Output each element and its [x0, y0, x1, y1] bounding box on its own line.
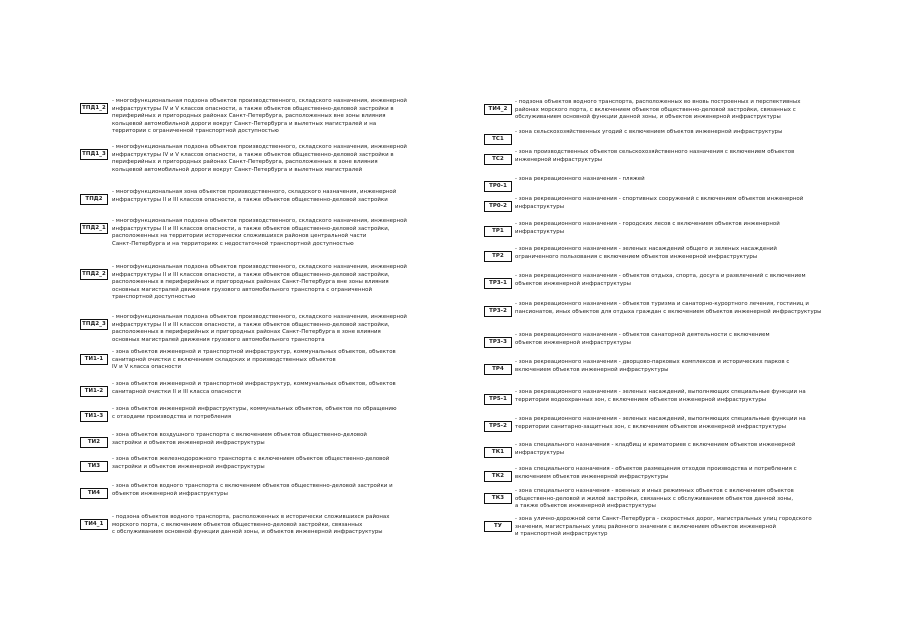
- zone-code-box: ТИ2: [80, 437, 108, 448]
- zone-description-line: территории с ограниченной транспортной доступностью: [112, 128, 279, 135]
- zone-description-line: включением объектов инженерной инфраструктуры: [515, 366, 669, 373]
- zone-description-line: - зона рекреационного назначения - объектов отдыха, спорта, досуга и развлечений с включением: [515, 273, 806, 279]
- zone-code-box: ТС1: [484, 134, 512, 145]
- zone-code-box: ТР5-1: [484, 394, 512, 405]
- zone-description-line: объектов инженерной инфраструктуры: [515, 339, 631, 346]
- zone-code-box: ТР0-2: [484, 201, 512, 212]
- zone-description-line: инфраструктуры IV и V классов опасности, а также объектов общественно-деловой застройки в: [112, 105, 394, 112]
- zone-description-line: - зона рекреационного назначения - объектов туризма и санаторно-курортного лечения, гостиниц и: [515, 301, 809, 307]
- zone-description-line: застройки и объектов инженерной инфраструктуры: [112, 439, 265, 446]
- zone-code-box: ТС2: [484, 154, 512, 165]
- zone-code-box: ТУ: [484, 521, 512, 532]
- zone-description-line: инфраструктуры: [515, 449, 565, 456]
- zone-code-box: ТПД1_2: [80, 103, 108, 114]
- zone-code-box: ТР0-1: [484, 181, 512, 192]
- zone-description-line: - зона рекреационного назначения - зеленых насаждений общего и зеленых насаждений: [515, 246, 777, 252]
- zone-code-box: ТР5-2: [484, 421, 512, 432]
- zone-description-line: значения, магистральных улиц районного значения с включением объектов инженерной: [515, 523, 776, 530]
- zone-code-box: ТПД2_2: [80, 269, 108, 280]
- zone-description-line: инфраструктуры II и III классов опасности, а также объектов общественно-деловой застройки,: [112, 271, 390, 278]
- zone-description-line: - многофункциональная подзона объектов производственного, складского назначения, инженерной: [112, 314, 407, 320]
- zone-description-line: объектов инженерной инфраструктуры: [112, 490, 228, 497]
- zone-description-line: расположенных в периферийных и пригородных районах Санкт-Петербурга в зоне влияния: [112, 329, 381, 336]
- zone-description-line: - зона сельскохозяйственных угодий с включением объектов инженерной инфраструктуры: [515, 129, 783, 135]
- zone-description-line: объектов инженерной инфраструктуры: [515, 280, 631, 287]
- zone-code-box: ТР2: [484, 251, 512, 262]
- zone-description-line: - зона рекреационного назначения - пляжей: [515, 176, 645, 182]
- zone-description-line: - зона объектов инженерной и транспортной инфраструктур, коммунальных объектов, объектов: [112, 381, 396, 387]
- zone-description-line: Санкт-Петербурга и на территориях с недостаточной транспортной доступностью: [112, 240, 354, 247]
- zone-description-line: - зона специального назначения - кладбищ и крематориев с включением объектов инженерной: [515, 442, 796, 448]
- zone-code-box: ТИ4: [80, 488, 108, 499]
- zone-code-box: ТР3-2: [484, 306, 512, 317]
- zone-description-line: расположенных в периферийных и пригородных районах Санкт-Петербурга вне зоны влияния: [112, 279, 389, 286]
- zone-code-box: ТР4: [484, 364, 512, 375]
- zone-description-line: основных магистралей движения грузового автомобильного транспорта с ограниченной: [112, 286, 373, 293]
- zone-description-line: с обслуживанием основной функции данной зоны, и объектов инженерной инфраструктуры: [112, 529, 383, 536]
- zone-description-line: расположенных на территории исторически сложившихся районов центральной части: [112, 233, 367, 240]
- zone-code-box: ТИ4_1: [80, 519, 108, 530]
- zone-description-line: периферийных и пригородных районах Санкт-Петербурга, расположенных вне зоны влияния: [112, 113, 386, 120]
- zone-description-line: инфраструктуры: [515, 228, 565, 235]
- zone-description-line: общественно-деловой и жилой застройки, связанных с обслуживанием объектов данной зоны,: [515, 495, 794, 502]
- zone-code-box: ТИ1-3: [80, 411, 108, 422]
- zone-code-box: ТИ3: [80, 461, 108, 472]
- zone-description-line: - зона рекреационного назначения - спортивных сооружений с включением объектов инженерной: [515, 196, 804, 202]
- zone-code-box: ТК3: [484, 493, 512, 504]
- zone-description-line: - зона объектов водного транспорта с включением объектов общественно-деловой застройки и: [112, 483, 393, 489]
- zone-code-box: ТР1: [484, 226, 512, 237]
- zone-code-box: ТК1: [484, 447, 512, 458]
- zone-code-box: ТПД1_3: [80, 149, 108, 160]
- zone-code-box: ТПД2_1: [80, 223, 108, 234]
- zone-description-line: - зона рекреационного назначения - объектов санаторной деятельности с включением: [515, 332, 770, 338]
- zone-code-box: ТР3-3: [484, 337, 512, 348]
- zone-description-line: кольцевой автомобильной дороги вокруг Санкт-Петербурга и вылетных магистралей и на: [112, 120, 377, 127]
- zone-description-line: пансионатов, иных объектов для отдыха граждан с включением объектов инженерной инфраструктуры: [515, 308, 822, 315]
- zone-description-line: инфраструктуры IV и V классов опасности, а также объектов общественно-деловой застройки в: [112, 151, 394, 158]
- zone-description-line: - подзона объектов водного транспорта, расположенных во вновь построенных и перспективных: [515, 99, 801, 105]
- zone-description-line: - многофункциональная подзона объектов производственного, складского назначения, инженерной: [112, 144, 407, 150]
- zone-description-line: инфраструктуры II и III классов опасности, а также объектов общественно-деловой застройки: [112, 196, 388, 203]
- zone-description-line: санитарной очистки с включением складских и производственных объектов: [112, 356, 336, 363]
- zone-description-line: транспортной доступностью: [112, 294, 196, 301]
- zone-description-line: инженерной инфраструктуры: [515, 156, 603, 163]
- zone-code-box: ТР3-1: [484, 278, 512, 289]
- zone-description-line: ограниченного пользования с включением объектов инженерной инфраструктуры: [515, 253, 758, 260]
- zone-description-line: - зона рекреационного назначения - зеленых насаждений, выполняющих специальные функции на: [515, 389, 806, 395]
- zone-code-box: ТК2: [484, 471, 512, 482]
- zone-description-line: - зона улично-дорожной сети Санкт-Петербурга - скоростных дорог, магистральных улиц городского: [515, 516, 812, 522]
- zone-description-line: - зона специального назначения - объектов размещения отходов производства и потребления с: [515, 466, 797, 472]
- zone-description-line: - зона рекреационного назначения - зеленых насаждений, выполняющих специальные функции на: [515, 416, 806, 422]
- zone-description-line: обслуживанием основной функции данной зоны, и объектов инженерной инфраструктуры: [515, 114, 781, 121]
- zone-description-line: - многофункциональная подзона объектов производственного, складского назначения, инженерной: [112, 218, 407, 224]
- zone-description-line: - подзона объектов водного транспорта, расположенных в исторически сложившихся районах: [112, 514, 390, 520]
- zone-description-line: - зона объектов воздушного транспорта с включением объектов общественно-деловой: [112, 432, 367, 438]
- zone-description-line: периферийных и пригородных районах Санкт-Петербурга, расположенных в зоне влияния: [112, 159, 378, 166]
- zone-description-line: - зона объектов инженерной и транспортной инфраструктур, коммунальных объектов, объектов: [112, 349, 396, 355]
- zone-code-box: ТПД2: [80, 194, 108, 205]
- zone-description-line: застройки и объектов инженерной инфраструктуры: [112, 463, 265, 470]
- zone-description-line: - зона рекреационного назначения - городских лесов с включением объектов инженерной: [515, 221, 780, 227]
- zone-description-line: и транспортной инфраструктур: [515, 531, 608, 538]
- zone-description-line: морского порта, с включением объектов общественно-деловой застройки, связанных: [112, 521, 363, 528]
- zone-description-line: инфраструктуры: [515, 203, 565, 210]
- zone-description-line: инфраструктуры II и III классов опасности, а также объектов общественно-деловой застройки,: [112, 321, 390, 328]
- zone-code-box: ТИ4_2: [484, 104, 512, 115]
- zone-description-line: с отходами производства и потребления: [112, 413, 232, 420]
- zone-description-line: районах морского порта, с включением объектов общественно-деловой застройки, связанных с: [515, 106, 796, 113]
- zone-description-line: территории санитарно-защитных зон, с включением объектов инженерной инфраструктуры: [515, 423, 786, 430]
- zone-description-line: кольцевой автомобильной дороги вокруг Санкт-Петербурга и вылетных магистралей: [112, 166, 363, 173]
- zone-description-line: - зона объектов железнодорожного транспорта с включением объектов общественно-деловой: [112, 456, 390, 462]
- zone-description-line: инфраструктуры II и III классов опасности, а также объектов общественно-деловой застройки,: [112, 225, 390, 232]
- zone-code-box: ТИ1-1: [80, 354, 108, 365]
- zone-code-box: ТПД2_3: [80, 319, 108, 330]
- zone-description-line: - зона производственных объектов сельскохозяйственного назначения с включением объектов: [515, 149, 795, 155]
- zone-description-line: IV и V класса опасности: [112, 364, 182, 371]
- zone-description-line: включением объектов инженерной инфраструктуры: [515, 473, 669, 480]
- zone-description-line: а также объектов инженерной инфраструктуры: [515, 503, 656, 510]
- zone-description-line: - многофункциональная подзона объектов производственного, складского назначения, инженерной: [112, 264, 407, 270]
- zone-description-line: санитарной очистки II и III класса опасности: [112, 388, 242, 395]
- zone-description-line: основных магистралей движения грузового автомобильного транспорта: [112, 336, 325, 343]
- zone-description-line: - зона специального назначения - военных и иных режимных объектов с включением объектов: [515, 488, 794, 494]
- zone-description-line: - многофункциональная подзона объектов производственного, складского назначения, инженерной: [112, 98, 407, 104]
- zone-description-line: - многофункциональная зона объектов производственного, складского назначения, инженерной: [112, 189, 397, 195]
- zone-description-line: - зона объектов инженерной инфраструктуры, коммунальных объектов, объектов по обращению: [112, 406, 397, 412]
- zone-description-line: - зона рекреационного назначения - дворцово-парковых комплексов и исторических парков с: [515, 359, 790, 365]
- zone-description-line: территории водоохранных зон, с включением объектов инженерной инфраструктуры: [515, 396, 767, 403]
- zone-code-box: ТИ1-2: [80, 386, 108, 397]
